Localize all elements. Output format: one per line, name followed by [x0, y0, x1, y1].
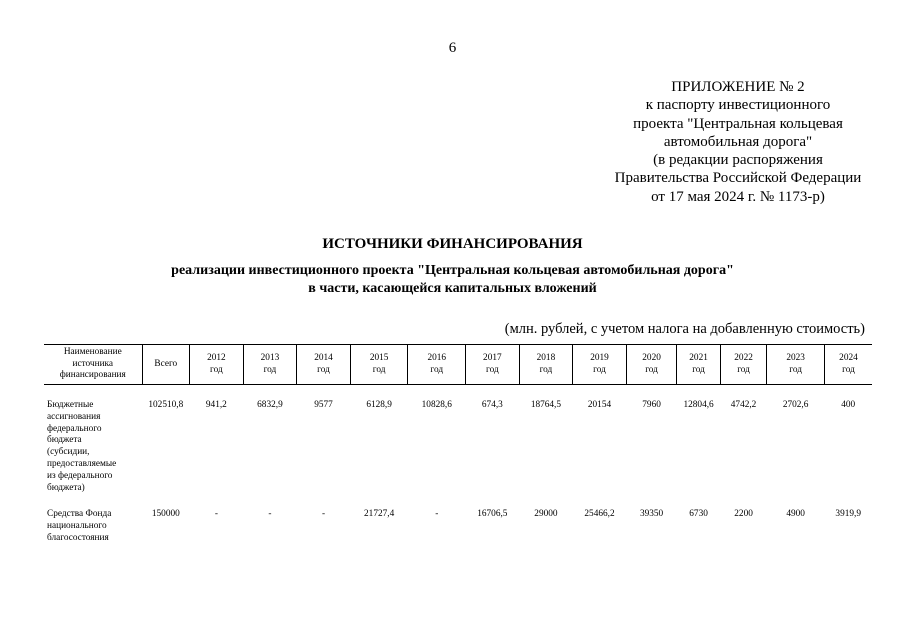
units-note: (млн. рублей, с учетом налога на добавленную стоимость): [504, 321, 865, 337]
value-cell: 6832,9: [257, 400, 283, 410]
table-row: [44, 385, 872, 498]
value-cell: 7960: [642, 400, 661, 410]
value-cell: 941,2: [205, 400, 227, 410]
document-title: ИСТОЧНИКИ ФИНАНСИРОВАНИЯ: [322, 236, 583, 252]
value-cell: 3919,9: [835, 509, 861, 519]
total-cell: 150000: [151, 509, 180, 519]
header-year: 2015 год: [350, 345, 408, 385]
source-name-cell: Бюджетные ассигнования федерального бюджета (субсидии, предоставляемые из федерального бюджета): [47, 400, 117, 493]
value-cell: 2702,6: [782, 400, 809, 410]
header-year: 2012 год: [190, 345, 244, 385]
value-cell: 2200: [734, 509, 753, 519]
value-cell: 6730: [689, 509, 708, 519]
appendix-line: к паспорту инвестиционного: [645, 97, 831, 114]
table-row: [44, 497, 872, 544]
value-cell: -: [321, 509, 326, 519]
header-total: Всего: [142, 345, 190, 385]
appendix-line: от 17 мая 2024 г. № 1173-р): [651, 188, 825, 205]
value-cell: 16706,5: [477, 509, 508, 519]
table-header-row: [44, 345, 872, 385]
value-cell: 6128,9: [366, 400, 392, 410]
value-cell: 674,3: [481, 400, 503, 410]
appendix-block: [560, 78, 905, 206]
header-year: 2013 год: [243, 345, 297, 385]
total-cell: 102510,8: [148, 400, 184, 410]
value-cell: -: [214, 509, 218, 519]
value-cell: 20154: [587, 400, 612, 410]
value-cell: 21727,4: [364, 509, 395, 519]
appendix-line: Правительства Российской Федерации: [614, 170, 862, 187]
page-number: 6: [448, 40, 457, 56]
header-year: 2023 год: [767, 345, 825, 385]
value-cell: 39350: [639, 509, 664, 519]
header-year: 2014 год: [297, 345, 351, 385]
appendix-line: проекта "Центральная кольцевая: [633, 115, 843, 132]
header-year: 2016 год: [408, 345, 466, 385]
value-cell: 10828,6: [421, 400, 452, 410]
subtitle-line: реализации инвестиционного проекта "Центральная кольцевая автомобильная дорога": [171, 263, 734, 278]
appendix-line: ПРИЛОЖЕНИЕ № 2: [671, 79, 805, 95]
header-source-name: Наименование источника финансирования: [44, 345, 142, 385]
subtitle-line: в части, касающейся капитальных вложений: [308, 281, 597, 296]
header-year: 2022 год: [720, 345, 767, 385]
value-cell: 18764,5: [530, 400, 562, 410]
document-subtitle: [0, 262, 905, 298]
value-cell: 29000: [534, 509, 558, 519]
header-year: 2021 год: [677, 345, 720, 385]
header-year: 2024 год: [824, 345, 872, 385]
appendix-line: автомобильная дорога": [663, 133, 813, 150]
header-year: 2017 год: [466, 345, 520, 385]
value-cell: 25466,2: [584, 509, 615, 519]
header-year: 2018 год: [519, 345, 573, 385]
value-cell: -: [435, 509, 439, 519]
header-year: 2020 год: [626, 345, 677, 385]
appendix-line: (в редакции распоряжения: [653, 152, 823, 169]
value-cell: 4900: [786, 509, 805, 519]
source-name-cell: Средства Фонда национального благосостояния: [47, 509, 112, 543]
value-cell: -: [268, 509, 272, 519]
financing-table: [44, 344, 872, 544]
value-cell: 400: [841, 400, 856, 410]
value-cell: 9577: [314, 400, 333, 410]
header-year: 2019 год: [573, 345, 627, 385]
value-cell: 12804,6: [683, 400, 714, 410]
value-cell: 4742,2: [730, 400, 757, 410]
